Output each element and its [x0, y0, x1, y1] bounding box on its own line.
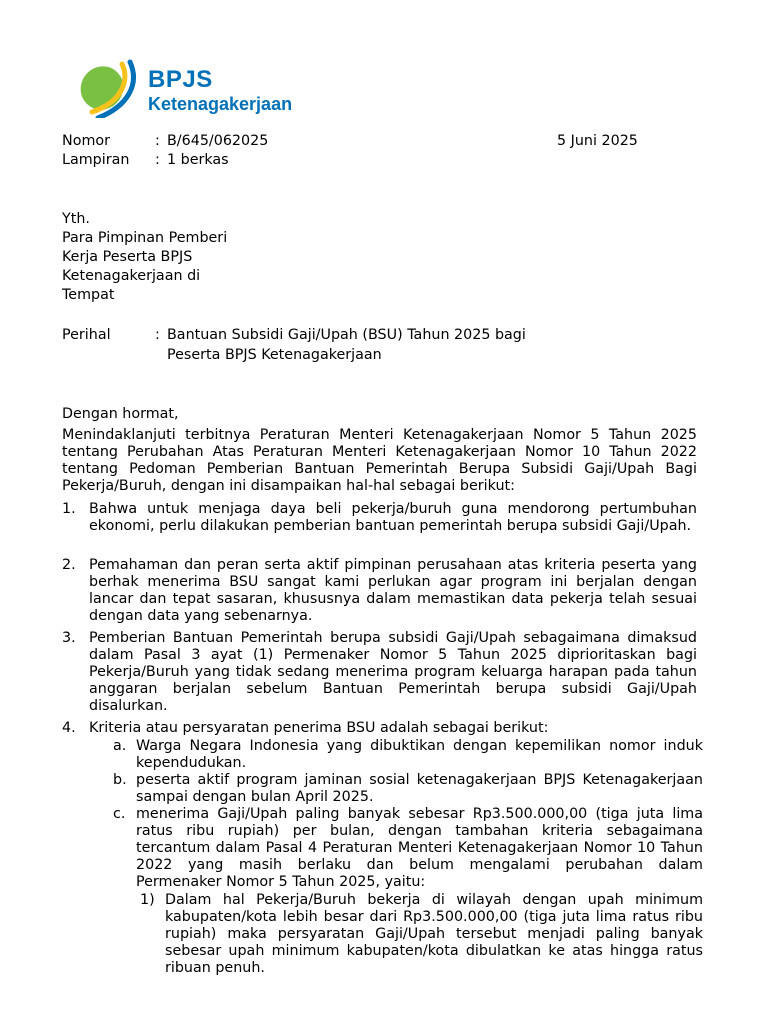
bpjs-logo [78, 58, 308, 118]
intro-paragraph: Menindaklanjuti terbitnya Peraturan Menteri Ketenagakerjaan Nomor 5 Tahun 2025 tentang Perubahan Atas Peraturan Menteri Ketenagakerjaan Nomor 10 Tahun 2022 tentang Pedoman Pemberian Bantuan Pemerintah Berupa Subsidi Gaji/Upah Bagi Pekerja/Buruh, dengan ini disampaikan hal-hal sebagai berikut: [62, 427, 697, 494]
perihal-label: Perihal [62, 327, 111, 343]
list-item: Kriteria atau persyaratan penerima BSU adalah sebagai berikut: [89, 720, 549, 736]
salutation: Dengan hormat, [62, 406, 179, 422]
lampiran-label: Lampiran [62, 152, 130, 168]
nomor-value: B/645/062025 [167, 133, 269, 149]
nomor-colon: : [155, 133, 160, 149]
list-item: Pemberian Bantuan Pemerintah berupa subsidi Gaji/Upah sebagaimana dimaksud dalam Pasal 3 ayat (1) Permenaker Nomor 5 Tahun 2025 diprioritaskan bagi Pekerja/Buruh yang tidak sedang menerima program keluarga harapan pada tahun anggaran berjalan sebelum Bantuan Pemerintah berupa subsidi Gaji/Upah disalurkan. [89, 630, 697, 714]
list-item: Pemahaman dan peran serta aktif pimpinan perusahaan atas kriteria peserta yang berhak menerima BSU sangat kami perlukan agar program ini berjalan dengan lancar dan tepat sasaran, khususnya dalam memastikan data pekerja telah sesuai dengan data yang sebenarnya. [89, 557, 697, 624]
recipient-line: Kerja Peserta BPJS [62, 249, 193, 265]
logo-subtitle-text: Ketenagakerjaan [148, 94, 293, 114]
letter-date: 5 Juni 2025 [557, 133, 638, 149]
perihal-line: Bantuan Subsidi Gaji/Upah (BSU) Tahun 2025 bagi [167, 327, 526, 343]
sub-sub-list-item: Dalam hal Pekerja/Buruh bekerja di wilayah dengan upah minimum kabupaten/kota lebih besar dari Rp3.500.000,00 (tiga juta lima ratus ribu rupiah) maka persyaratan Gaji/Upah tersebut menjadi paling banyak sebesar upah minimum kabupaten/kota dibulatkan ke atas hingga ratus ribuan penuh. [165, 892, 703, 976]
sub-list-item: menerima Gaji/Upah paling banyak sebesar Rp3.500.000,00 (tiga juta lima ratus ribu rupiah) per bulan, dengan tambahan kriteria sebagaimana tercantum dalam Pasal 4 Peraturan Menteri Ketenagakerjaan Nomor 10 Tahun 2022 yang masih berlaku dan belum mengalami perubahan dalam Permenaker Nomor 5 Tahun 2025, yaitu: [136, 806, 703, 890]
logo-mark-icon [78, 58, 142, 118]
sub-list-item: Warga Negara Indonesia yang dibuktikan dengan kepemilikan nomor induk kependudukan. [136, 738, 703, 771]
list-item: Bahwa untuk menjaga daya beli pekerja/buruh guna mendorong pertumbuhan ekonomi, perlu dilakukan pemberian bantuan pemerintah berupa subsidi Gaji/Upah. [89, 501, 697, 534]
lampiran-value: 1 berkas [167, 152, 229, 168]
recipient-line: Tempat [62, 287, 115, 303]
sub-list-letter: c. [113, 806, 126, 822]
sub-list-letter: b. [113, 772, 127, 788]
recipient-line: Yth. [62, 211, 90, 227]
sub-sub-list-number: 1) [140, 892, 155, 908]
perihal-line: Peserta BPJS Ketenagakerjaan [167, 347, 382, 363]
perihal-colon: : [155, 327, 160, 343]
logo-brand-text: BPJS [148, 66, 213, 93]
recipient-line: Para Pimpinan Pemberi [62, 230, 228, 246]
sub-list-item: peserta aktif program jaminan sosial ketenagakerjaan BPJS Ketenagakerjaan sampai dengan bulan April 2025. [136, 772, 703, 805]
list-number: 4. [62, 720, 76, 736]
list-number: 1. [62, 501, 76, 517]
sub-list-letter: a. [113, 738, 127, 754]
recipient-line: Ketenagakerjaan di [62, 268, 201, 284]
nomor-label: Nomor [62, 133, 110, 149]
lampiran-colon: : [155, 152, 160, 168]
list-number: 2. [62, 557, 76, 573]
list-number: 3. [62, 630, 76, 646]
